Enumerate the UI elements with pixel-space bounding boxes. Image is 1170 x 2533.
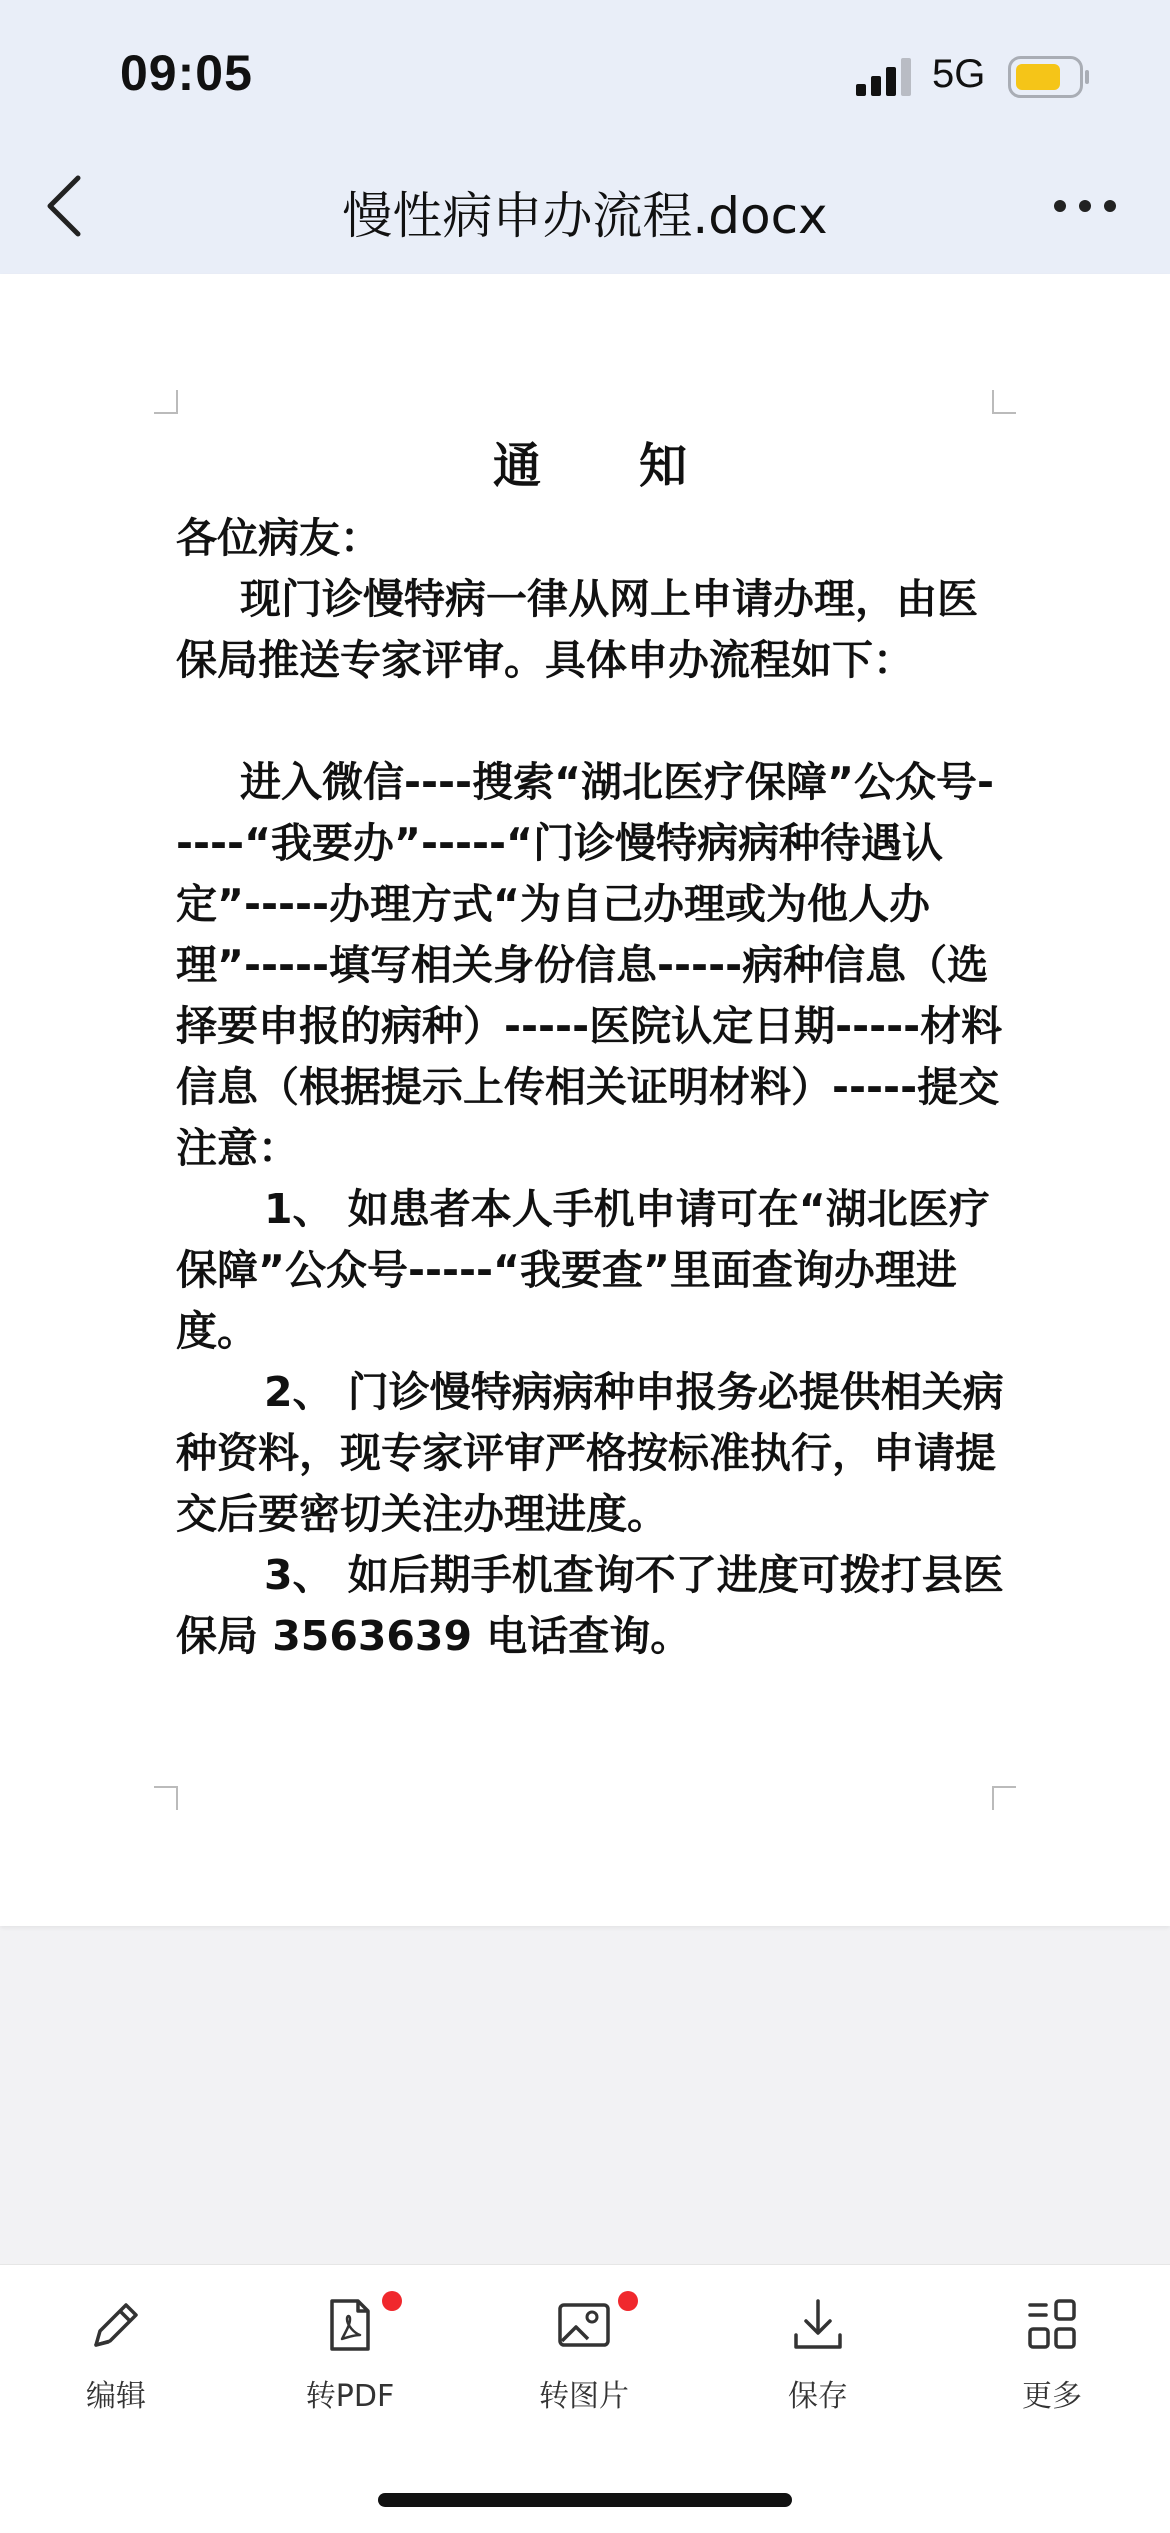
more-label: 更多 [1022,2379,1082,2414]
status-time: 09:05 [120,45,253,101]
intro-paragraph: 现门诊慢特病一律从网上申请办理，由医保局推送专家评审。具体申办流程如下： [176,575,978,684]
crop-mark-bottom-left [154,1786,178,1810]
save-label: 保存 [788,2379,848,2414]
save-button[interactable] [728,2295,908,2445]
crop-mark-top-left [154,390,178,414]
more-button[interactable] [962,2295,1142,2445]
grid-icon [1022,2295,1082,2355]
crop-mark-bottom-right [992,1786,1016,1810]
notice-label: 注意： [176,1124,299,1172]
edit-label: 编辑 [86,2379,146,2414]
note-item-3: 3、 如后期手机查询不了进度可拨打县医保局 3563639 电话查询。 [176,1551,1004,1660]
top-bar [0,0,1170,274]
notice-heading-left: 通 [492,438,543,494]
home-indicator[interactable] [378,2493,792,2507]
process-paragraph: 进入微信----搜索“湖北医疗保障”公众号-----“我要办”-----“门诊慢特病病种待遇认定”-----办理方式“为自己办理或为他人办理”-----填写相关身份信息-----病种信息（选择要申报的病种）-----医院认定日期-----材料信息（根据提示上传相关证明材料）-----提交 [176,758,1003,1111]
pdf-badge-dot [382,2291,402,2311]
image-badge-dot [618,2291,638,2311]
more-options-icon[interactable] [1050,190,1120,222]
notice-heading [176,424,1006,508]
back-chevron-icon[interactable] [38,170,94,242]
battery-icon [1008,56,1090,98]
notice-heading-right: 知 [639,438,690,494]
crop-mark-top-right [992,390,1016,414]
document-body [176,424,1006,1667]
convert-image-label: 转图片 [539,2379,629,2414]
pdf-file-icon [320,2295,380,2355]
note-item-2: 2、 门诊慢特病病种申报务必提供相关病种资料，现专家评审严格按标准执行，申请提交后要密切关注办理进度。 [176,1368,1004,1538]
pencil-icon [86,2295,146,2355]
document-title: 慢性病申办流程.docx [342,187,828,245]
edit-button[interactable] [26,2295,206,2445]
blank-line [176,691,1006,752]
greeting: 各位病友： [176,514,381,562]
download-icon [788,2295,848,2355]
convert-image-button[interactable] [494,2295,674,2445]
cellular-signal-icon [856,58,914,96]
convert-pdf-label: 转PDF [305,2379,395,2414]
image-file-icon [554,2295,614,2355]
bottom-toolbar [0,2264,1170,2533]
convert-pdf-button[interactable] [260,2295,440,2445]
document-page[interactable] [0,274,1170,1926]
network-type: 5G [932,52,986,96]
note-item-1: 1、 如患者本人手机申请可在“湖北医疗保障”公众号-----“我要查”里面查询办理进度。 [176,1185,990,1355]
